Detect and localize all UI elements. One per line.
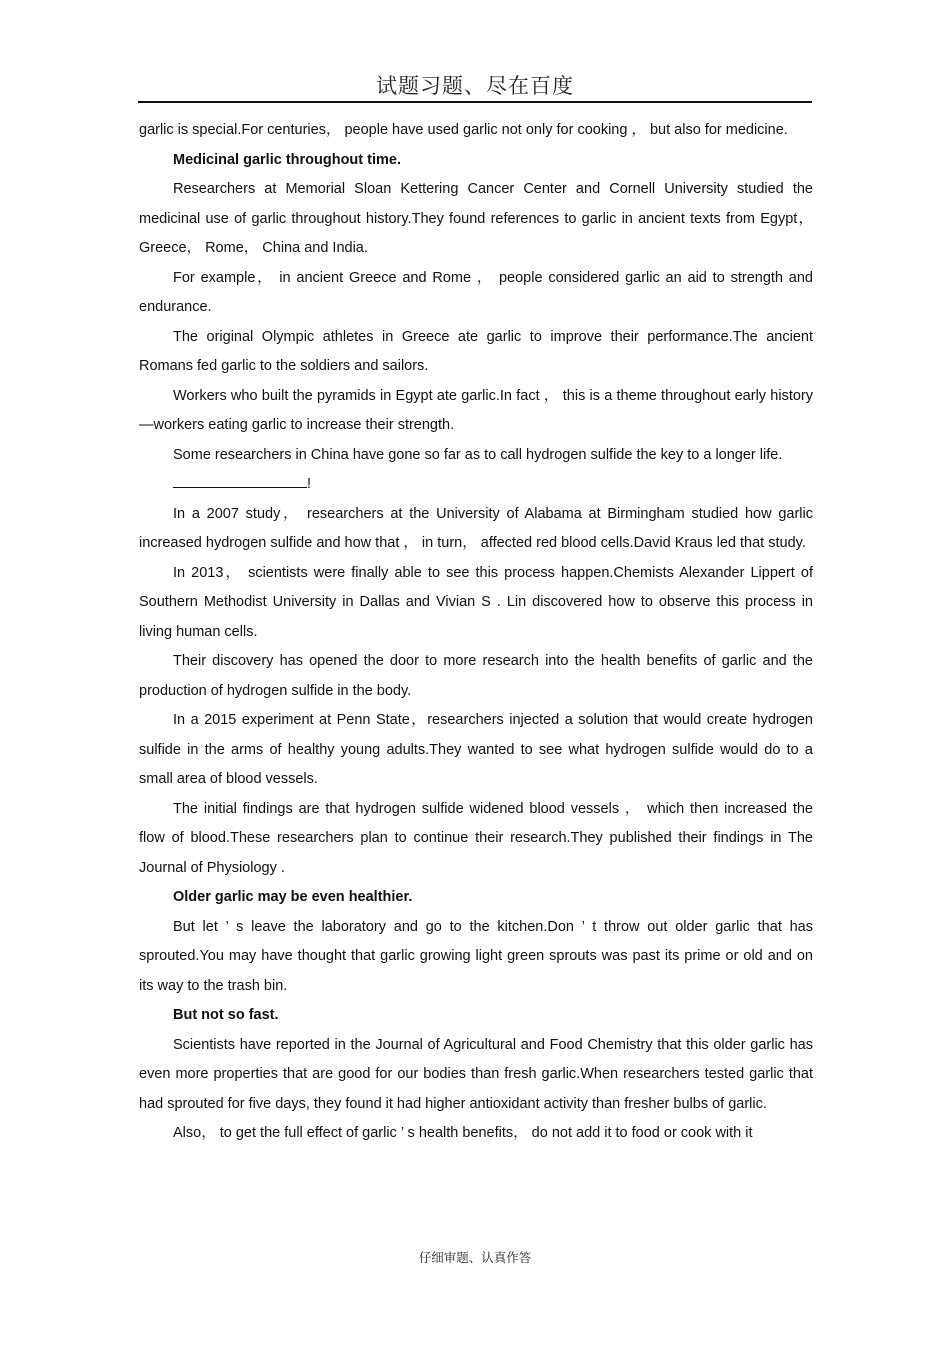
paragraph: Workers who built the pyramids in Egypt ate garlic.In fact ， this is a theme throughout early history—workers eating garlic to increase their strength.	[139, 387, 813, 433]
blank-punctuation: !	[307, 476, 312, 492]
section-heading: Older garlic may be even healthier.	[173, 889, 413, 905]
page-footer: 仔细审题、认真作答	[418, 1250, 532, 1265]
paragraph: Some researchers in China have gone so far as to call hydrogen sulfide the key to a longer life.	[173, 446, 783, 463]
paragraph: For example， in ancient Greece and Rome ， people considered garlic an aid to strength and endurance.	[139, 269, 813, 315]
paragraph: Their discovery has opened the door to more research into the health benefits of garlic and the production of hydrogen sulfide in the body.	[139, 653, 813, 699]
paragraph: Also， to get the full effect of garlic ’ s health benefits， do not add it to food or cook with it	[173, 1125, 753, 1141]
answer-blank[interactable]	[173, 473, 307, 488]
article-body	[139, 116, 813, 1149]
section-heading: Medicinal garlic throughout time.	[173, 151, 401, 168]
header-divider	[138, 101, 812, 103]
paragraph: Researchers at Memorial Sloan Kettering Cancer Center and Cornell University studied the medicinal use of garlic throughout history.They found references to garlic in ancient texts from Egypt， Greece， Rome， China and India.	[139, 181, 813, 256]
paragraph: But let ’ s leave the laboratory and go to the kitchen.Don ’ t throw out older garlic that has sprouted.You may have thought that garlic growing light green sprouts was past its prime or old and on its way to the trash bin.	[139, 918, 813, 994]
paragraph: The original Olympic athletes in Greece ate garlic to improve their performance.The ancient Romans fed garlic to the soldiers and sailors.	[139, 328, 813, 374]
page-header-title: 试题习题、尽在百度	[376, 74, 574, 98]
fill-in-blank-line	[139, 470, 813, 500]
paragraph: Scientists have reported in the Journal of Agricultural and Food Chemistry that this older garlic has even more properties that are good for our bodies than fresh garlic.When researchers tested garlic that had sprouted for five days, they found it had higher antioxidant activity than fresher bulbs of garlic.	[139, 1036, 813, 1112]
paragraph: garlic is special.For centuries， people have used garlic not only for cooking ， but also for medicine.	[139, 122, 788, 138]
paragraph: In a 2007 study， researchers at the University of Alabama at Birmingham studied how garlic increased hydrogen sulfide and how that ， in turn， affected red blood cells.David Kraus led that study.	[139, 505, 813, 551]
section-heading: But not so fast.	[173, 1007, 279, 1023]
paragraph: In a 2015 experiment at Penn State，researchers injected a solution that would create hydrogen sulfide in the arms of healthy young adults.They wanted to see what hydrogen sulfide would do to a small area of blood vessels.	[139, 712, 813, 787]
paragraph: The initial findings are that hydrogen sulfide widened blood vessels ， which then increased the flow of blood.These researchers plan to continue their research.They published their findings in The Journal of Physiology .	[139, 800, 813, 876]
paragraph: In 2013， scientists were finally able to see this process happen.Chemists Alexander Lippert of Southern Methodist University in Dallas and Vivian S . Lin discovered how to observe this process in living human cells.	[139, 564, 813, 640]
